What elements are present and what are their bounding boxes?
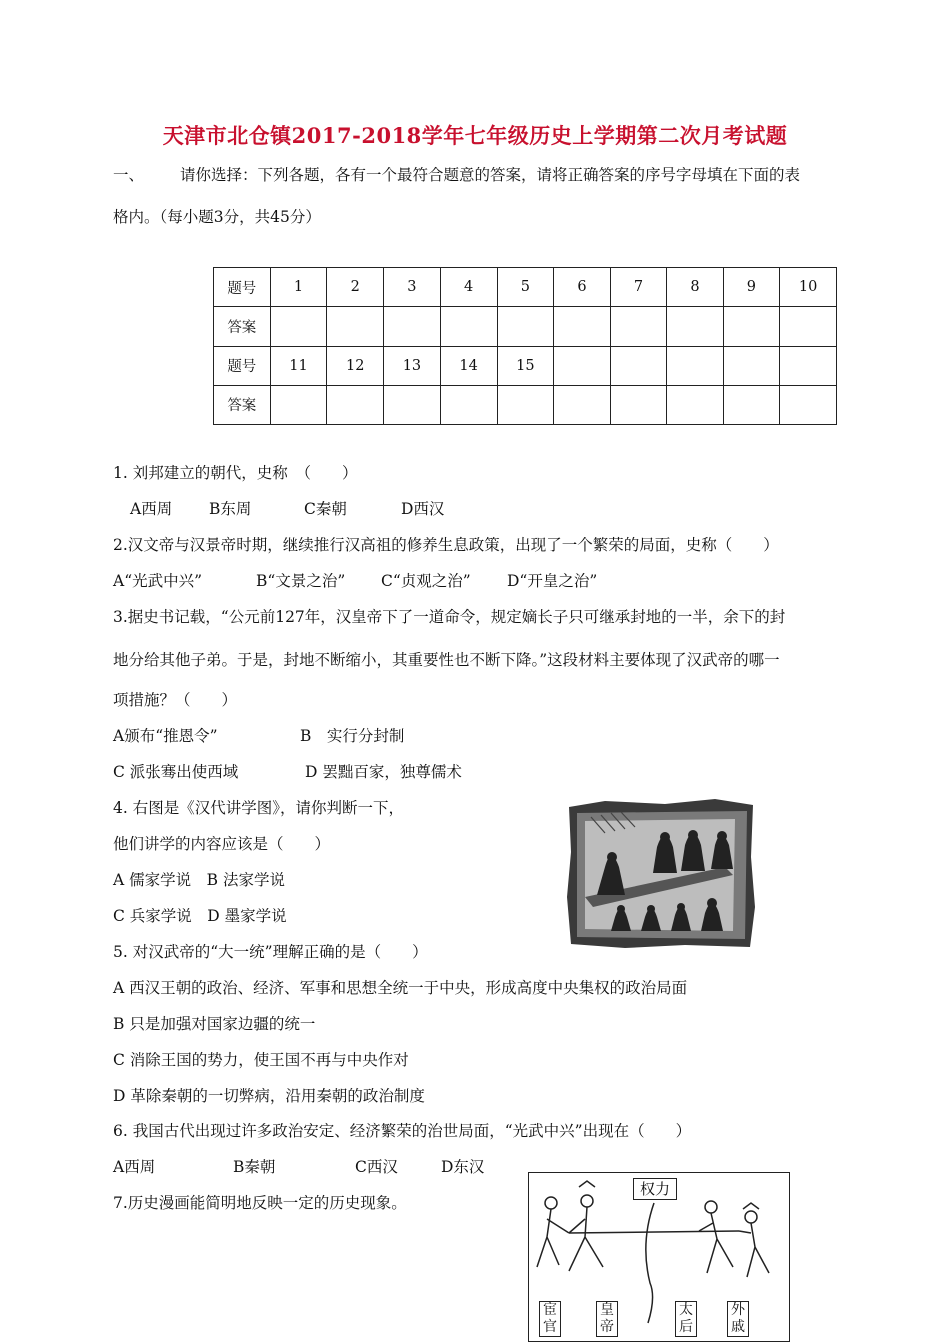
q3-option-b: B 实行分封制 — [300, 727, 405, 745]
cartoon-power-label: 权力 — [633, 1178, 677, 1200]
instructions-line2: 格内。（每小题3分，共45分） — [113, 208, 321, 226]
table-cell — [270, 307, 327, 346]
table-cell: 12 — [327, 346, 384, 385]
table-cell: 5 — [497, 268, 554, 307]
q6-option-c: C西汉 — [355, 1158, 398, 1176]
table-row — [214, 268, 837, 307]
q1-option-d: D西汉 — [401, 500, 445, 518]
question-2: 2.汉文帝与汉景帝时期，继续推行汉高祖的修养生息政策，出现了一个繁荣的局面，史称（ ） — [113, 536, 779, 554]
cartoon-label-eunuch: 宦 官 — [539, 1301, 561, 1337]
table-cell — [497, 307, 554, 346]
table-cell — [723, 346, 779, 385]
table-cell — [610, 346, 666, 385]
table-cell — [554, 346, 610, 385]
table-cell — [554, 307, 610, 346]
q4-options-cd: C 兵家学说 D 墨家学说 — [113, 907, 287, 925]
table-cell: 4 — [440, 268, 497, 307]
table-cell — [554, 385, 610, 424]
power-cartoon — [528, 1172, 790, 1342]
q1-option-c: C秦朝 — [304, 500, 347, 518]
table-row-header: 答案 — [214, 307, 271, 346]
table-cell — [384, 385, 441, 424]
q3-option-c: C 派张骞出使西域 — [113, 763, 239, 781]
table-row-header: 题号 — [214, 346, 271, 385]
question-4-line2: 他们讲学的内容应该是（ ） — [113, 835, 331, 853]
table-cell — [610, 307, 666, 346]
q2-option-a: A“光武中兴” — [113, 572, 203, 590]
table-cell — [780, 346, 837, 385]
table-cell — [780, 385, 837, 424]
table-cell: 2 — [327, 268, 384, 307]
table-row — [214, 385, 837, 424]
table-cell: 3 — [384, 268, 441, 307]
exam-title: 天津市北仓镇2017-2018学年七年级历史上学期第二次月考试题 — [162, 123, 788, 148]
table-cell: 8 — [667, 268, 723, 307]
q5-option-d: D 革除秦朝的一切弊病，沿用秦朝的政治制度 — [113, 1087, 425, 1105]
q2-option-d: D“开皇之治” — [507, 572, 598, 590]
table-cell: 1 — [270, 268, 327, 307]
question-1: 1. 刘邦建立的朝代，史称 （ ） — [113, 464, 358, 482]
instructions-line1: 请你选择：下列各题，各有一个最符合题意的答案，请将正确答案的序号字母填在下面的表 — [180, 166, 801, 184]
cartoon-label-emperor: 皇 帝 — [596, 1301, 618, 1337]
table-cell: 6 — [554, 268, 610, 307]
table-row-header: 题号 — [214, 268, 271, 307]
table-cell: 10 — [780, 268, 837, 307]
question-3-line1: 3.据史书记载，“公元前127年，汉皇帝下了一道命令，规定嫡长子只可继承封地的一半，余下的封 — [113, 608, 786, 626]
table-cell — [610, 385, 666, 424]
table-row-header: 答案 — [214, 385, 271, 424]
table-cell — [327, 307, 384, 346]
table-cell — [440, 307, 497, 346]
table-cell: 9 — [723, 268, 779, 307]
q6-option-a: A西周 — [113, 1158, 156, 1176]
question-4-line1: 4. 右图是《汉代讲学图》，请你判断一下， — [113, 799, 404, 817]
table-cell — [440, 385, 497, 424]
table-cell — [667, 385, 723, 424]
q2-option-c: C“贞观之治” — [381, 572, 471, 590]
table-cell: 15 — [497, 346, 554, 385]
question-5: 5. 对汉武帝的“大一统”理解正确的是（ ） — [113, 943, 428, 961]
cartoon-label-empress-dowager: 太 后 — [675, 1301, 697, 1337]
table-cell: 7 — [610, 268, 666, 307]
table-cell — [327, 385, 384, 424]
table-row — [214, 346, 837, 385]
section-number: 一、 — [113, 166, 145, 184]
answer-table — [213, 267, 837, 425]
table-cell — [270, 385, 327, 424]
question-3-line2: 地分给其他子弟。于是，封地不断缩小，其重要性也不断下降。”这段材料主要体现了汉武帝的哪一 — [113, 651, 780, 669]
cartoon-label-consort-clan: 外 戚 — [727, 1301, 749, 1337]
question-6: 6. 我国古代出现过许多政治安定、经济繁荣的治世局面，“光武中兴”出现在（ ） — [113, 1122, 692, 1140]
q6-option-d: D东汉 — [441, 1158, 485, 1176]
q5-option-a: A 西汉王朝的政治、经济、军事和思想全统一于中央，形成高度中央集权的政治局面 — [113, 979, 688, 997]
q3-option-a: A颁布“推恩令” — [113, 727, 218, 745]
table-row — [214, 307, 837, 346]
table-cell — [667, 307, 723, 346]
question-3-line3: 项措施？（ ） — [113, 691, 238, 709]
table-cell: 14 — [440, 346, 497, 385]
q1-option-a: A西周 — [130, 500, 173, 518]
q5-option-c: C 消除王国的势力，使王国不再与中央作对 — [113, 1051, 409, 1069]
table-cell: 11 — [270, 346, 327, 385]
q2-option-b: B“文景之治” — [256, 572, 346, 590]
q1-option-b: B东周 — [209, 500, 252, 518]
table-cell — [780, 307, 837, 346]
table-cell — [667, 346, 723, 385]
q5-option-b: B 只是加强对国家边疆的统一 — [113, 1015, 316, 1033]
table-cell — [723, 385, 779, 424]
table-cell — [723, 307, 779, 346]
q4-options-ab: A 儒家学说 B 法家学说 — [113, 871, 285, 889]
table-cell: 13 — [384, 346, 441, 385]
q6-option-b: B秦朝 — [233, 1158, 276, 1176]
table-cell — [497, 385, 554, 424]
question-7: 7.历史漫画能简明地反映一定的历史现象。 — [113, 1194, 407, 1212]
table-cell — [384, 307, 441, 346]
q3-option-d: D 罢黜百家，独尊儒术 — [305, 763, 462, 781]
han-lecture-image — [565, 797, 757, 950]
